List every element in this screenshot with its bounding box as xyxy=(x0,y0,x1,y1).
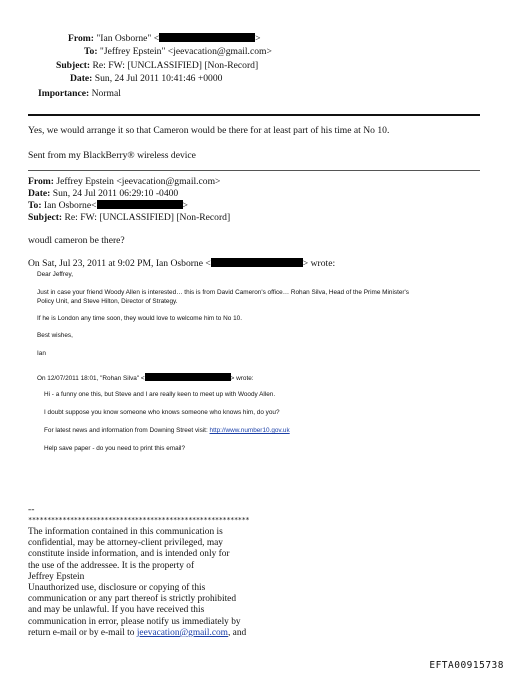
quote1-on-line: On Sat, Jul 23, 2011 at 9:02 PM, Ian Osborne < > wrote: xyxy=(28,258,336,269)
disclaimer-line: communication in error, please notify us immediately by xyxy=(28,616,241,627)
header-to-value: "Jeffrey Epstein" <jeevacation@gmail.com> xyxy=(99,46,272,57)
quote1-para1-line1: Just in case your friend Woody Allen is interested… this is from David Cameron's office… Rohan Silva, Head of the Prime Minister's xyxy=(37,289,409,296)
quote1-greeting: Dear Jeffrey, xyxy=(37,271,73,278)
disclaimer-block xyxy=(28,527,246,639)
disclaimer-line: communication or any part thereof is strictly prohibited xyxy=(28,594,237,605)
document-id: EFTA00915738 xyxy=(429,660,504,671)
disclaimer-line: The information contained in this communication is xyxy=(28,527,223,537)
header-importance-label: Importance: xyxy=(38,88,90,99)
disclaimer-line: and may be unlawful. If you have received this xyxy=(28,605,205,616)
disclaimer-line: constitute inside information, and is intended only for xyxy=(28,549,230,560)
email-link[interactable]: jeevacation@gmail.com xyxy=(136,627,228,638)
quote2-line1: Hi - a funny one this, but Steve and I are really keen to meet up with Woody Allen. xyxy=(44,391,276,398)
header-from-value: "Ian Osborne" < xyxy=(96,33,160,44)
header-to-label: To: xyxy=(84,46,98,57)
quote1-para2: If he is London any time soon, they would love to welcome him to No 10. xyxy=(37,315,242,322)
header-subject-row xyxy=(56,60,258,72)
disclaimer-line: the use of the addressee. It is the property of xyxy=(28,560,195,571)
redaction-bar xyxy=(97,200,183,209)
header-importance-value: Normal xyxy=(91,88,121,99)
question-text: woudl cameron be there? xyxy=(28,235,125,246)
disclaimer-line: Jeffrey Epstein xyxy=(28,571,85,582)
quote2-line4: Help save paper - do you need to print this email? xyxy=(44,445,186,452)
asterisk-separator: ********************************************************** xyxy=(28,516,250,524)
redaction-bar xyxy=(159,33,255,42)
number10-link[interactable]: http://www.number10.gov.uk xyxy=(209,427,290,434)
quoted-to-row: To: Ian Osborne< > xyxy=(28,200,188,211)
redaction-bar xyxy=(211,258,303,267)
quote2-line3: For latest news and information from Downing Street visit: http://www.number10.gov.uk xyxy=(44,427,290,434)
header-from-label: From: xyxy=(68,33,94,44)
quote1-para1-line2: Policy Unit, and Steve Hilton, Director of Strategy. xyxy=(37,298,178,305)
disclaimer-line: Unauthorized use, disclosure or copying of this xyxy=(28,583,206,594)
redaction-bar xyxy=(145,373,231,381)
disclaimer-line: confidential, may be attorney-client privileged, may xyxy=(28,538,223,549)
header-date-label: Date: xyxy=(70,73,93,84)
header-importance-row xyxy=(38,88,121,100)
quote1-closing: Best wishes, xyxy=(37,332,73,339)
quote2-line2: I doubt suppose you know someone who knows someone who knows him, do you? xyxy=(44,409,280,416)
header-from-row: From: "Ian Osborne" < > xyxy=(68,33,261,44)
signature-dashes: -- xyxy=(28,504,35,515)
header-divider xyxy=(28,114,480,116)
header-to-row xyxy=(84,46,272,58)
quoted-date-row: Date: Sun, 24 Jul 2011 06:29:10 -0400 xyxy=(28,188,179,199)
quoted-from-row: From: Jeffrey Epstein <jeevacation@gmail.com> xyxy=(28,176,221,187)
reply-text: Yes, we would arrange it so that Cameron would be there for at least part of his time at No 10. xyxy=(28,125,390,136)
quote1-signature: Ian xyxy=(37,350,46,357)
reply-signature: Sent from my BlackBerry® wireless device xyxy=(28,150,196,161)
header-subject-label: Subject: xyxy=(56,60,91,71)
header-date-value: Sun, 24 Jul 2011 10:41:46 +0000 xyxy=(94,73,223,84)
quoted-subject-row: Subject: Re: FW: [UNCLASSIFIED] [Non-Record] xyxy=(28,212,231,223)
disclaimer-last-line: return e-mail or by e-mail to jeevacation@gmail.com, and xyxy=(28,627,247,638)
header-date-row xyxy=(70,73,222,85)
header-subject-value: Re: FW: [UNCLASSIFIED] [Non-Record] xyxy=(92,60,259,71)
reply-divider xyxy=(28,170,480,171)
quote2-on-line: On 12/07/2011 18:01, "Rohan Silva" < > wrote: xyxy=(37,375,254,382)
